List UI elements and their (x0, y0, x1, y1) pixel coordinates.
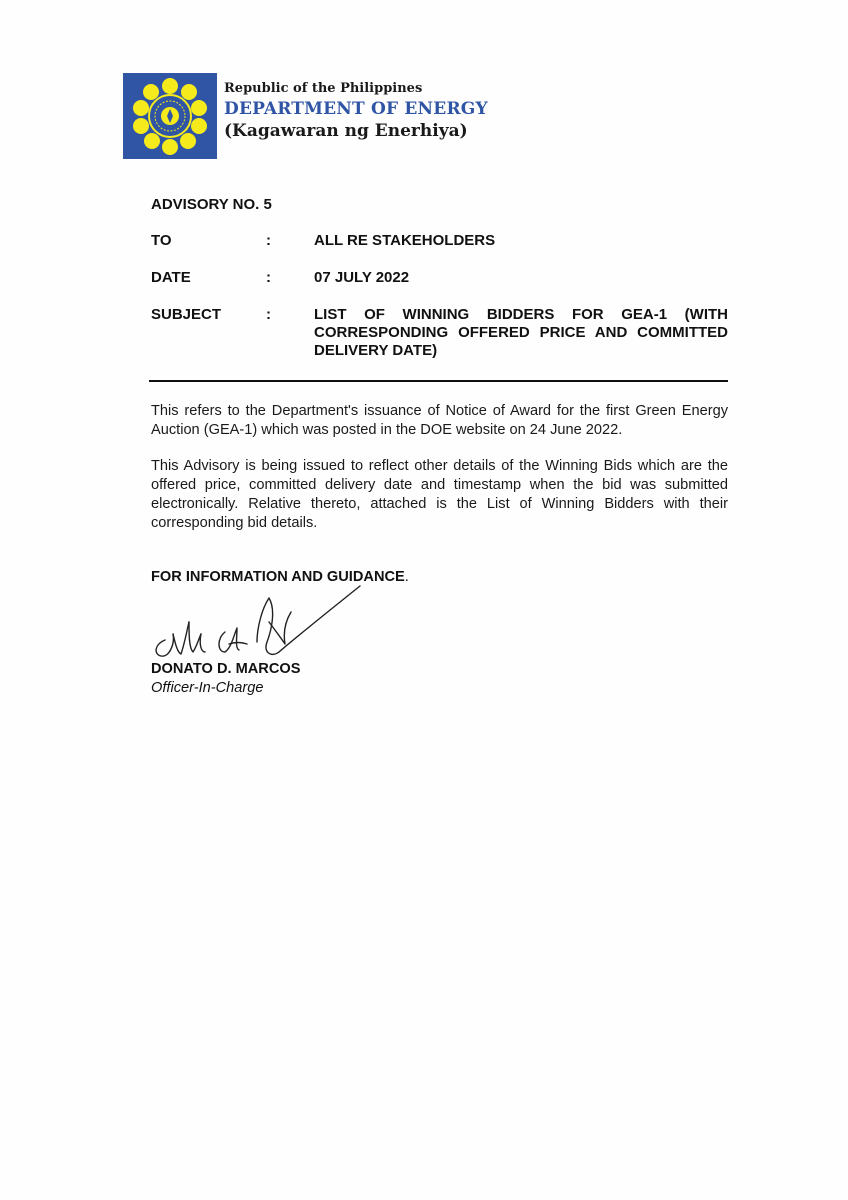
closing-text: FOR INFORMATION AND GUIDANCE (151, 569, 405, 585)
body-paragraph-1: This refers to the Department's issuance of Notice of Award for the first Green Energy Auction (GEA-1) which was posted in the DOE website on 24 June 2022. (151, 403, 728, 438)
letterhead-department-local: (Kagawaran ng Enerhiya) (224, 121, 468, 141)
signatory-name: DONATO D. MARCOS (151, 661, 301, 677)
subject-label: SUBJECT (151, 306, 222, 323)
closing-punctuation: . (404, 569, 409, 585)
date-colon: : (266, 269, 271, 286)
subject-colon: : (266, 306, 271, 323)
doe-seal-logo (123, 73, 217, 159)
subject-value: LIST OF WINNING BIDDERS FOR GEA-1 (WITH CORRESPONDING OFFERED PRICE AND COMMITTED DELIVERY DATE) (314, 306, 728, 359)
body-paragraph-2: This Advisory is being issued to reflect other details of the Winning Bids which are the offered price, committed delivery date and timestamp when the bid was submitted electronically. Relative thereto, attached is the List of Winning Bidders with their corresponding bid details. (151, 458, 728, 531)
letterhead-department: DEPARTMENT OF ENERGY (224, 99, 488, 119)
to-value: ALL RE STAKEHOLDERS (314, 232, 496, 249)
signatory-title: Officer-In-Charge (151, 680, 264, 696)
letterhead (224, 80, 488, 143)
to-label: TO (151, 232, 172, 249)
date-value: 07 JULY 2022 (314, 269, 410, 286)
advisory-number: ADVISORY NO. 5 (151, 196, 272, 213)
header-divider (149, 380, 728, 382)
to-colon: : (266, 232, 271, 249)
letterhead-republic: Republic of the Philippines (224, 81, 423, 96)
date-label: DATE (151, 269, 191, 286)
